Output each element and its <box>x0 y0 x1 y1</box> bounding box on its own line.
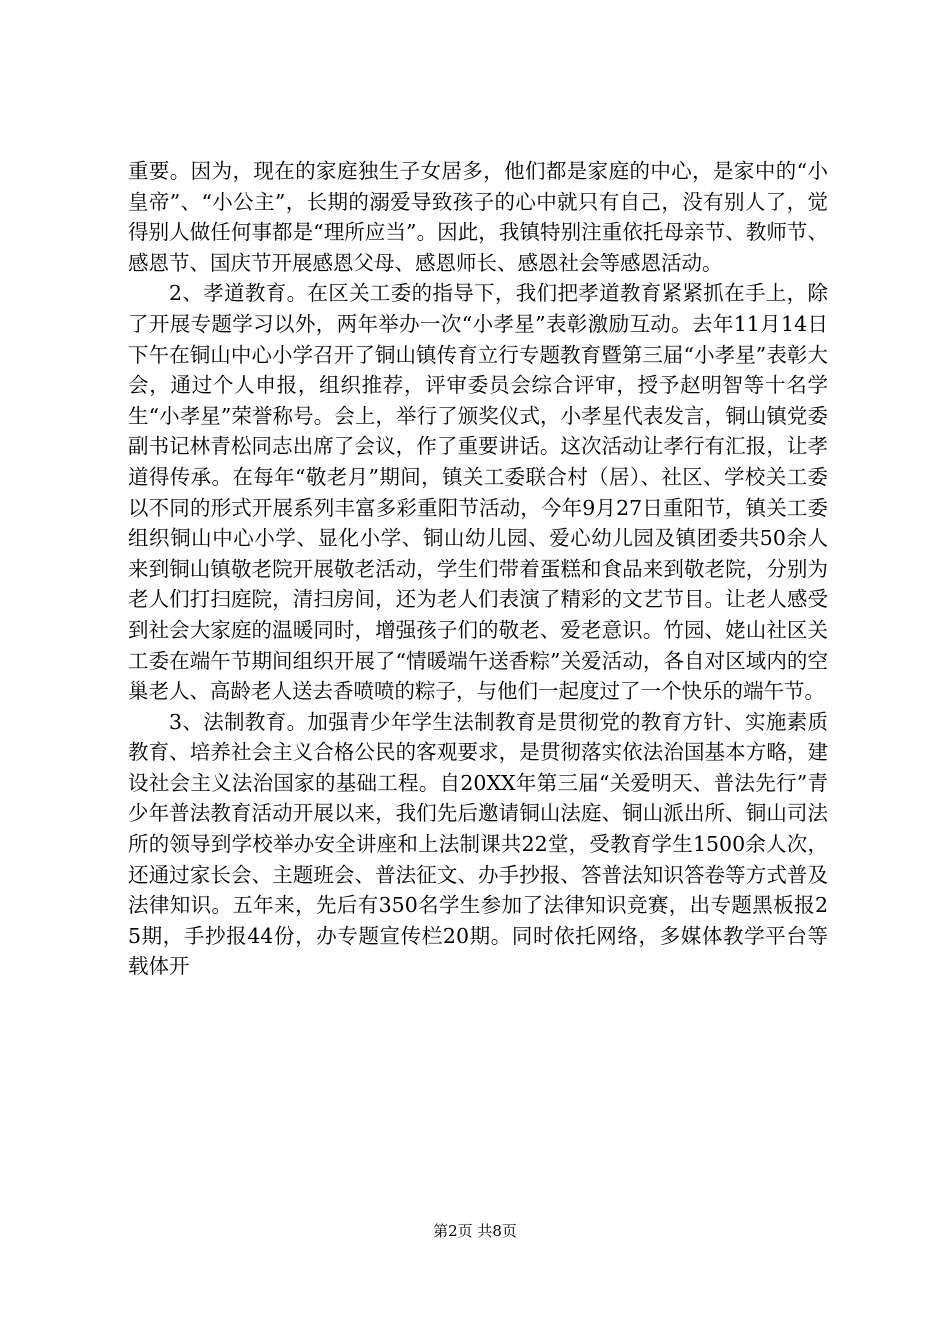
document-body <box>128 156 828 982</box>
paragraph-filial-piety-education: 2、孝道教育。在区关工委的指导下，我们把孝道教育紧紧抓在手上，除了开展专题学习以外，两年举办一次“小孝星”表彰激励互动。去年11月14日下午在铜山中心小学召开了铜山镇传育立行专题教育暨第三届“小孝星”表彰大会，通过个人申报，组织推荐，评审委员会综合评审，授予赵明智等十名学生“小孝星”荣誉称号。会上，举行了颁奖仪式，小孝星代表发言，铜山镇党委副书记林青松同志出席了会议，作了重要讲话。这次活动让孝行有汇报，让孝道得传承。在每年“敬老月”期间，镇关工委联合村（居）、社区、学校关工委以不同的形式开展系列丰富多彩重阳节活动，今年9月27日重阳节，镇关工委组织铜山中心小学、显化小学、铜山幼儿园、爱心幼儿园及镇团委共50余人来到铜山镇敬老院开展敬老活动，学生们带着蛋糕和食品来到敬老院，分别为老人们打扫庭院，清扫房间，还为老人们表演了精彩的文艺节目。让老人感受到社会大家庭的温暖同时，增强孩子们的敬老、爱老意识。竹园、姥山社区关工委在端午节期间组织开展了“情暖端午送香粽”关爱活动，各自对区域内的空巢老人、高龄老人送去香喷喷的粽子，与他们一起度过了一个快乐的端午节。 <box>128 281 828 704</box>
paragraph-continuation: 重要。因为，现在的家庭独生子女居多，他们都是家庭的中心，是家中的“小皇帝”、“小公主”，长期的溺爱导致孩子的心中就只有自己，没有别人了，觉得别人做任何事都是“理所应当”。因此，我镇特别注重依托母亲节、教师节、感恩节、国庆节开展感恩父母、感恩师长、感恩社会等感恩活动。 <box>128 159 828 275</box>
paragraph-legal-education: 3、法制教育。加强青少年学生法制教育是贯彻党的教育方针、实施素质教育、培养社会主义合格公民的客观要求，是贯彻落实依法治国基本方略，建设社会主义法治国家的基础工程。自20XX年第三届“关爱明天、普法先行”青少年普法教育活动开展以来，我们先后邀请铜山法庭、铜山派出所、铜山司法所的领导到学校举办安全讲座和上法制课共22堂，受教育学生1500余人次，还通过家长会、主题班会、普法征文、办手抄报、答普法知识答卷等方式普及法律知识。五年来，先后有350名学生参加了法律知识竞赛，出专题黑板报25期，手抄报44份，办专题宣传栏20期。同时依托网络，多媒体教学平台等载体开 <box>128 709 828 979</box>
page-number-footer: 第2页 共8页 <box>433 1222 517 1240</box>
